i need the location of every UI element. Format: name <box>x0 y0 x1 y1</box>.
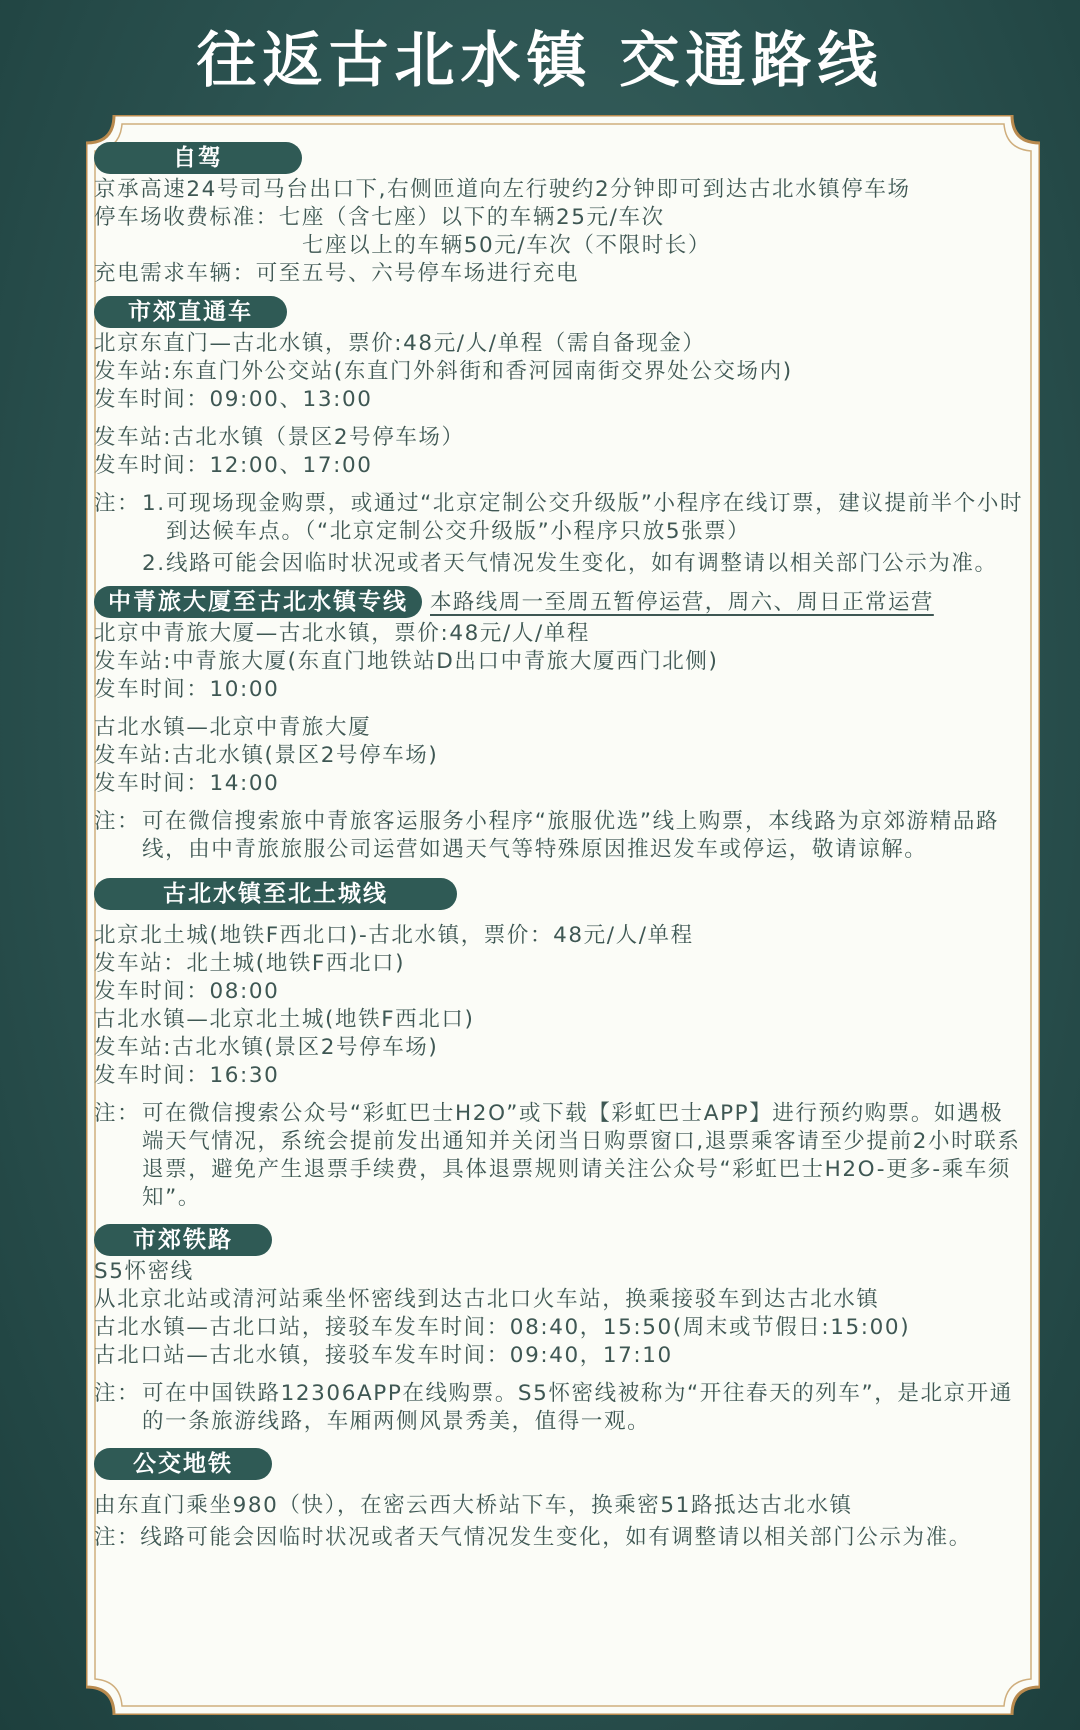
self-drive-line-4: 充电需求车辆：可至五号、六号停车场进行充电 <box>94 261 580 286</box>
section-label-text: 自驾 <box>173 145 223 171</box>
self-drive-line-2: 停车场收费标准：七座（含七座）以下的车辆25元/车次 <box>94 205 665 230</box>
section-label-beitucheng <box>94 878 457 910</box>
beitucheng-line: 发车站：北土城(地铁F西北口) <box>94 951 406 976</box>
section-label-text: 市郊铁路 <box>133 1227 233 1253</box>
note-label: 注： <box>94 1101 141 1126</box>
note-label: 注： <box>94 1381 141 1406</box>
note-label: 注： <box>94 491 141 516</box>
beitucheng-line: 发车时间：08:00 <box>94 979 280 1004</box>
youth-travel-line: 发车时间：14:00 <box>94 771 280 796</box>
note-text: 线路可能会因临时状况或者天气情况发生变化，如有调整请以相关部门公示为准。 <box>166 551 998 576</box>
suburban-bus-line: 发车时间：09:00、13:00 <box>94 387 373 412</box>
youth-travel-note <box>94 808 1024 864</box>
beitucheng-line: 发车时间：16:30 <box>94 1063 280 1088</box>
section-label-youth-travel <box>94 586 422 618</box>
suburban-bus-line: 北京东直门—古北水镇，票价:48元/人/单程（需自备现金） <box>94 331 706 356</box>
beitucheng-line: 北京北土城(地铁F西北口)-古北水镇，票价：48元/人/单程 <box>94 923 694 948</box>
transit-line: 由东直门乘坐980（快），在密云西大桥站下车，换乘密51路抵达古北水镇 <box>94 1493 853 1518</box>
self-drive-line-1: 京承高速24号司马台出口下,右侧匝道向左行驶约2分钟即可到达古北水镇停车场 <box>94 177 911 202</box>
railway-line: 古北口站—古北水镇，接驳车发车时间：09:40，17:10 <box>94 1343 673 1368</box>
section-label-text: 古北水镇至北土城线 <box>163 881 388 907</box>
section-label-railway <box>94 1224 272 1256</box>
route-suspension-notice: 本路线周一至周五暂停运营，周六、周日正常运营 <box>430 590 934 615</box>
youth-travel-line: 古北水镇—北京中青旅大厦 <box>94 715 372 740</box>
beitucheng-line: 发车站:古北水镇(景区2号停车场) <box>94 1035 439 1060</box>
youth-travel-line: 北京中青旅大厦—古北水镇，票价:48元/人/单程 <box>94 621 590 646</box>
suburban-bus-note <box>94 490 1024 578</box>
self-drive-line-3: 七座以上的车辆50元/车次（不限时长） <box>302 233 712 258</box>
railway-note <box>94 1380 1024 1436</box>
suburban-bus-line: 发车站:古北水镇（景区2号停车场） <box>94 425 465 450</box>
note-number: 2. <box>142 551 166 576</box>
youth-travel-line: 发车站:古北水镇(景区2号停车场) <box>94 743 439 768</box>
section-label-suburban-bus <box>94 296 287 328</box>
beitucheng-line: 古北水镇—北京北土城(地铁F西北口) <box>94 1007 475 1032</box>
note-label: 注： <box>94 809 141 834</box>
section-label-text: 中青旅大厦至古北水镇专线 <box>108 589 408 615</box>
note-text: 可在微信搜索公众号“彩虹巴士H2O”或下载【彩虹巴士APP】进行预约购票。如遇极端天气情况，系统会提前发出通知并关闭当日购票窗口,退票乘客请至少提前2小时联系退票，避免产生退票手续费，具体退票规则请关注公众号“彩虹巴士H2O-更多-乘车须知”。 <box>142 1101 1021 1210</box>
page-title: 往返古北水镇 交通路线 <box>196 26 884 96</box>
note-text: 可在微信搜索旅中青旅客运服务小程序“旅服优选”线上购票，本线路为京郊游精品路线，由中青旅旅服公司运营如遇天气等特殊原因推迟发车或停运，敬请谅解。 <box>142 809 1000 862</box>
section-label-text: 公交地铁 <box>133 1451 233 1477</box>
transit-line: 注：线路可能会因临时状况或者天气情况发生变化，如有调整请以相关部门公示为准。 <box>94 1525 972 1550</box>
note-number: 1. <box>142 491 166 516</box>
suburban-bus-line: 发车时间：12:00、17:00 <box>94 453 373 478</box>
content-body <box>94 142 1024 1552</box>
railway-line: S5怀密线 <box>94 1259 194 1284</box>
note-text: 可在中国铁路12306APP在线购票。S5怀密线被称为“开往春天的列车”，是北京开通的一条旅游线路，车厢两侧风景秀美，值得一观。 <box>142 1381 1013 1434</box>
youth-travel-line: 发车站:中青旅大厦(东直门地铁站D出口中青旅大厦西门北侧) <box>94 649 719 674</box>
youth-travel-line: 发车时间：10:00 <box>94 677 280 702</box>
beitucheng-note <box>94 1100 1024 1212</box>
railway-line: 从北京北站或清河站乘坐怀密线到达古北口火车站，换乘接驳车到达古北水镇 <box>94 1287 880 1312</box>
section-label-text: 市郊直通车 <box>128 299 253 325</box>
section-label-transit <box>94 1448 272 1480</box>
section-label-self-drive <box>94 142 302 174</box>
note-text: 可现场现金购票，或通过“北京定制公交升级版”小程序在线订票，建议提前半个小时到达候车点。（“北京定制公交升级版”小程序只放5张票） <box>166 491 1024 544</box>
suburban-bus-line: 发车站:东直门外公交站(东直门外斜街和香河园南街交界处公交场内) <box>94 359 793 384</box>
railway-line: 古北水镇—古北口站，接驳车发车时间：08:40，15:50(周末或节假日:15:00) <box>94 1315 911 1340</box>
